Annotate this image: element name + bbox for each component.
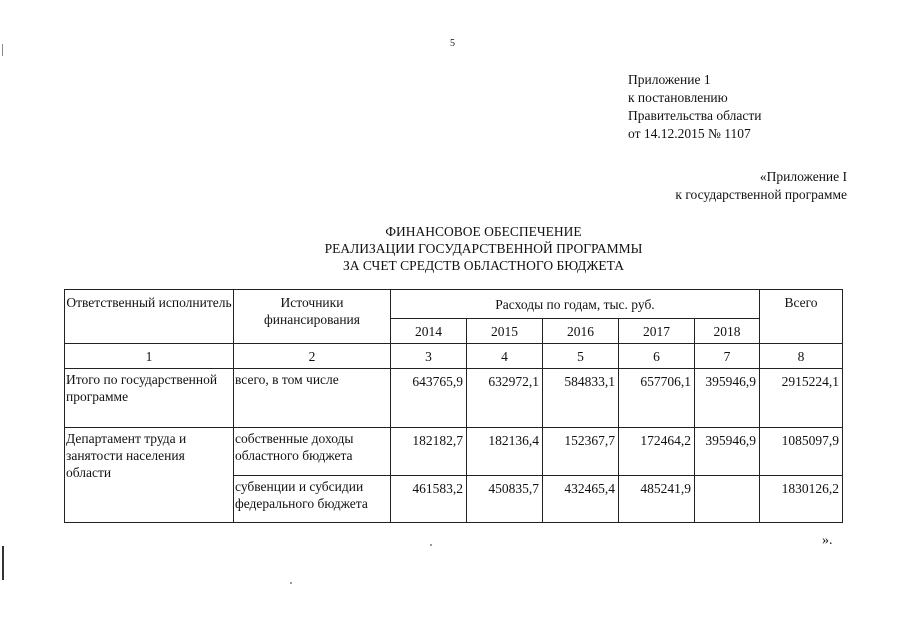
title-line: ЗА СЧЕТ СРЕДСТВ ОБЛАСТНОГО БЮДЖЕТА [342,258,625,273]
row-total: 2915224,1 [760,369,843,428]
row-value: 182182,7 [391,428,467,476]
document-title [0,223,905,274]
appendix-line: Приложение 1 [628,72,711,87]
row-source: всего, в том числе [234,369,391,428]
row-value: 182136,4 [467,428,543,476]
page-number: 5 [450,38,455,49]
scan-margin-mark [2,44,3,56]
column-number: 1 [65,344,234,369]
row-source: собственные доходы областного бюджета [234,428,391,476]
row-value: 432465,4 [543,476,619,523]
row-value: 584833,1 [543,369,619,428]
closing-quote-mark: ». [822,533,833,548]
row-value: 461583,2 [391,476,467,523]
appendix-line: Правительства области [628,108,762,123]
row-value: 395946,9 [695,369,760,428]
row-value: 152367,7 [543,428,619,476]
scan-dot [290,582,292,584]
header-executor: Ответственный исполнитель [65,290,234,344]
header-expenses: Расходы по годам, тыс. руб. [391,290,760,319]
row-value: 395946,9 [695,428,760,476]
header-year: 2015 [467,319,543,344]
row-value: 657706,1 [619,369,695,428]
column-number: 7 [695,344,760,369]
row-total: 1830126,2 [760,476,843,523]
program-appendix-line: к государственной программе [675,187,847,202]
header-year: 2017 [619,319,695,344]
column-number: 5 [543,344,619,369]
column-number-row [65,344,843,369]
column-number: 3 [391,344,467,369]
scan-dot [430,544,432,546]
column-number: 2 [234,344,391,369]
column-number: 8 [760,344,843,369]
row-value: 450835,7 [467,476,543,523]
row-total: 1085097,9 [760,428,843,476]
row-source: субвенции и субсидии федерального бюджета [234,476,391,523]
row-value: 172464,2 [619,428,695,476]
header-total: Всего [760,290,843,344]
row-value: 632972,1 [467,369,543,428]
row-value [695,476,760,523]
program-appendix-line: «Приложение I [759,169,847,184]
program-appendix-block [675,168,847,204]
header-year: 2016 [543,319,619,344]
column-number: 4 [467,344,543,369]
row-value: 643765,9 [391,369,467,428]
scan-margin-mark [2,546,4,580]
row-executor: Итого по государственной программе [65,369,234,428]
appendix-block [628,71,761,143]
appendix-line: от 14.12.2015 № 1107 [628,126,751,141]
row-value: 485241,9 [619,476,695,523]
financing-table [64,289,843,523]
appendix-line: к постановлению [628,90,728,105]
header-year: 2014 [391,319,467,344]
table-row [65,369,843,428]
title-line: РЕАЛИЗАЦИИ ГОСУДАРСТВЕННОЙ ПРОГРАММЫ [324,241,643,256]
header-sources: Источники финансирования [234,290,391,344]
column-number: 6 [619,344,695,369]
title-line: ФИНАНСОВОЕ ОБЕСПЕЧЕНИЕ [385,224,582,239]
header-year: 2018 [695,319,760,344]
table-row [65,428,843,476]
row-executor: Департамент труда и занятости населения области [65,428,234,523]
